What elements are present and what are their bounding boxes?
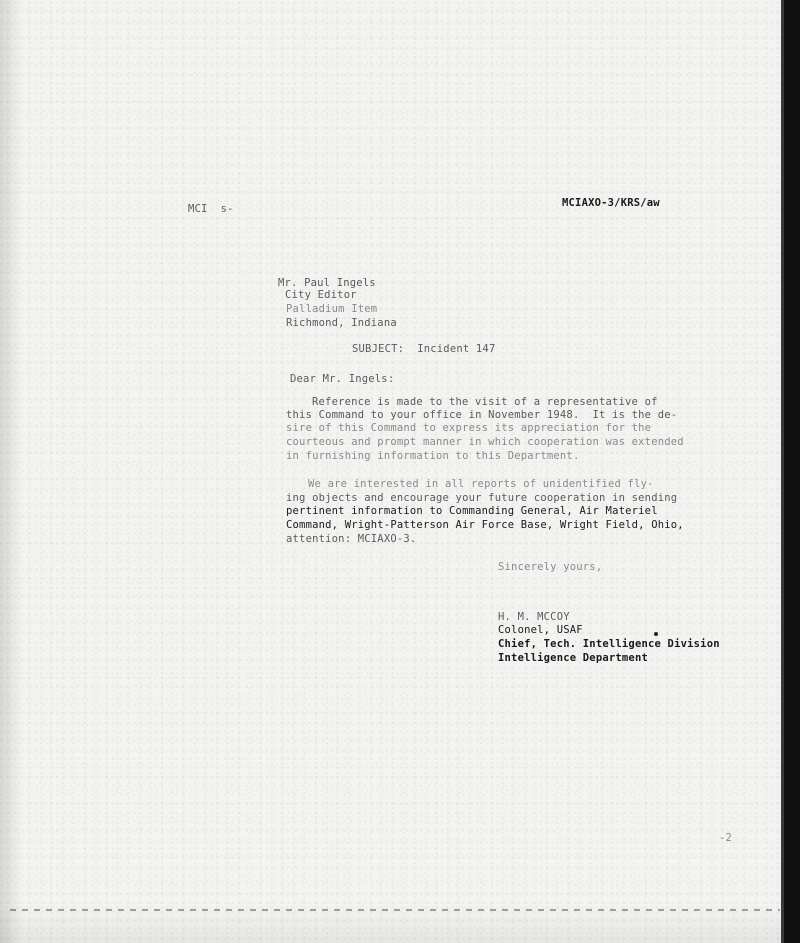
- paragraph-2-line: ing objects and encourage your future cooperation in sending: [286, 492, 678, 504]
- header-left-reference: MCI s-: [188, 203, 234, 215]
- paragraph-2-line: Command, Wright-Patterson Air Force Base, Wright Field, Ohio,: [286, 519, 684, 531]
- addressee-name: Mr. Paul Ingels: [278, 277, 376, 289]
- paragraph-2-line: pertinent information to Commanding General, Air Materiel: [286, 505, 658, 517]
- signature-rank: Colonel, USAF: [498, 624, 583, 636]
- paragraph-2-line: We are interested in all reports of unidentified fly-: [308, 478, 654, 490]
- addressee-location: Richmond, Indiana: [286, 317, 397, 329]
- scan-right-border: [781, 0, 800, 943]
- signature-position: Chief, Tech. Intelligence Division: [498, 638, 720, 650]
- salutation: Dear Mr. Ingels:: [290, 373, 395, 385]
- paragraph-1-line: sire of this Command to express its appreciation for the: [286, 422, 652, 434]
- paragraph-1-line: this Command to your office in November 1948. It is the de-: [286, 409, 678, 421]
- ink-dot-mark: [654, 632, 658, 636]
- header-right-reference: MCIAXO-3/KRS/aw: [562, 197, 660, 209]
- closing: Sincerely yours,: [498, 561, 603, 573]
- signature-name: H. M. MCCOY: [498, 611, 570, 623]
- scan-left-shadow: [0, 0, 22, 943]
- paragraph-1-line: Reference is made to the visit of a representative of: [312, 396, 658, 408]
- signature-department: Intelligence Department: [498, 652, 648, 664]
- paragraph-1-line: in furnishing information to this Department.: [286, 450, 580, 462]
- addressee-organization: Palladium Item: [286, 303, 378, 315]
- subject-line: SUBJECT: Incident 147: [352, 343, 496, 355]
- paragraph-2-line: attention: MCIAXO-3.: [286, 533, 417, 545]
- paragraph-1-line: courteous and prompt manner in which cooperation was extended: [286, 436, 684, 448]
- addressee-title: City Editor: [285, 289, 357, 301]
- page-mark: -2: [719, 832, 733, 844]
- scan-bottom-edge: [10, 909, 780, 911]
